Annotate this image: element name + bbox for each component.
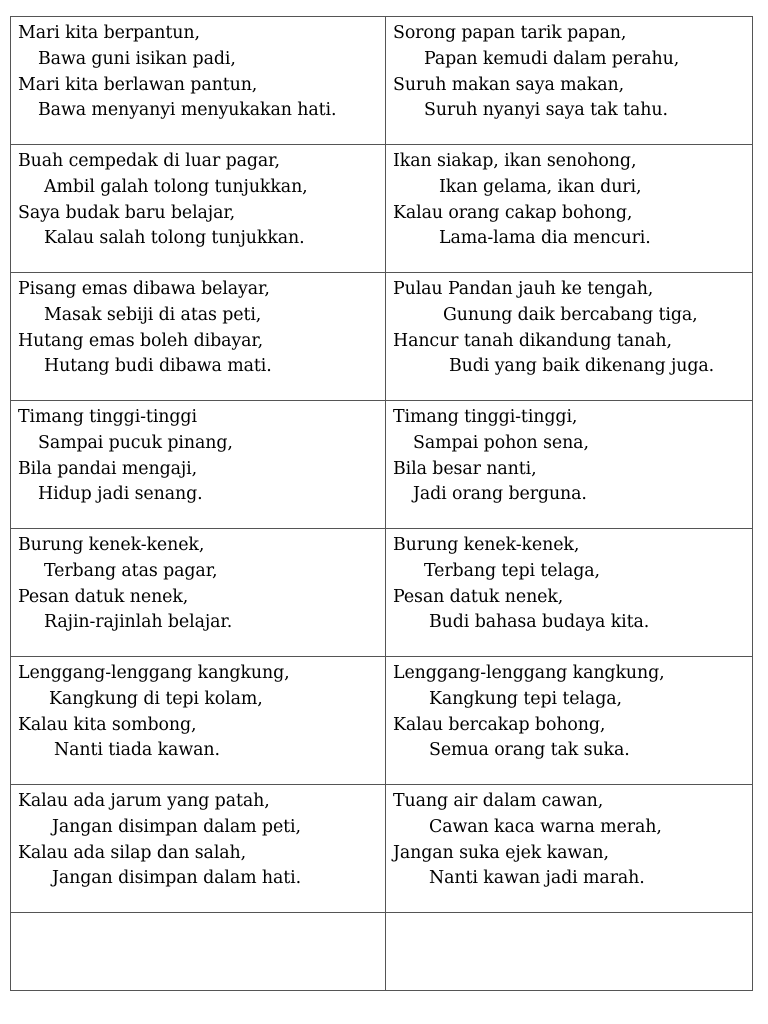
verse-line: Nanti tiada kawan. — [54, 740, 220, 761]
verse-line: Bila besar nanti, — [393, 458, 537, 479]
table-row — [11, 17, 753, 145]
verse-line: Kalau salah tolong tunjukkan. — [44, 228, 305, 249]
verse-line: Pesan datuk nenek, — [18, 586, 189, 607]
pantun-cell — [386, 529, 753, 657]
verse-line: Rajin-rajinlah belajar. — [44, 612, 233, 633]
verse-line: Kalau bercakap bohong, — [393, 714, 606, 735]
verse-line: Ambil galah tolong tunjukkan, — [44, 176, 308, 197]
verse-line: Mari kita berlawan pantun, — [18, 74, 258, 95]
table-row-empty — [11, 913, 753, 991]
pantun-verse — [386, 657, 752, 764]
verse-line: Terbang tepi telaga, — [424, 560, 600, 581]
table-row — [11, 657, 753, 785]
pantun-cell — [11, 657, 386, 785]
verse-line: Pulau Pandan jauh ke tengah, — [393, 279, 654, 299]
table-row — [11, 529, 753, 657]
table-row — [11, 145, 753, 273]
table-row — [11, 401, 753, 529]
pantun-verse — [11, 529, 385, 636]
pantun-cell — [11, 145, 386, 273]
verse-line: Kangkung di tepi kolam, — [49, 688, 263, 709]
pantun-verse — [11, 657, 385, 764]
verse-line: Jangan suka ejek kawan, — [393, 842, 609, 863]
verse-line: Bawa guni isikan padi, — [38, 48, 236, 69]
pantun-verse — [386, 529, 752, 636]
pantun-verse — [386, 785, 752, 892]
verse-line: Papan kemudi dalam perahu, — [424, 48, 680, 69]
verse-line: Hancur tanah dikandung tanah, — [393, 330, 672, 351]
pantun-cell — [386, 657, 753, 785]
verse-line: Bawa menyanyi menyukakan hati. — [38, 100, 337, 121]
verse-line: Jangan disimpan dalam peti, — [52, 816, 301, 837]
pantun-cell — [11, 17, 386, 145]
verse-line: Bila pandai mengaji, — [18, 458, 198, 479]
verse-line: Suruh makan saya makan, — [393, 74, 625, 95]
verse-line: Saya budak baru belajar, — [18, 202, 236, 223]
pantun-verse — [11, 785, 385, 892]
verse-line: Jangan disimpan dalam hati. — [52, 868, 302, 889]
pantun-cell — [11, 401, 386, 529]
empty-cell — [11, 913, 386, 991]
verse-line: Lama-lama dia mencuri. — [439, 228, 651, 249]
pantun-verse — [386, 145, 752, 252]
verse-line: Terbang atas pagar, — [44, 560, 218, 581]
verse-line: Lenggang-lenggang kangkung, — [393, 663, 665, 683]
verse-line: Sampai pucuk pinang, — [38, 432, 233, 453]
table-row — [11, 273, 753, 401]
verse-line: Timang tinggi-tinggi, — [393, 407, 578, 427]
verse-line: Hutang emas boleh dibayar, — [18, 330, 264, 351]
verse-line: Semua orang tak suka. — [429, 740, 630, 761]
verse-line: Pisang emas dibawa belayar, — [18, 279, 270, 299]
verse-line: Ikan gelama, ikan duri, — [439, 176, 642, 197]
verse-line: Hidup jadi senang. — [38, 484, 203, 505]
pantun-cell — [386, 273, 753, 401]
pantun-cell — [386, 401, 753, 529]
verse-line: Lenggang-lenggang kangkung, — [18, 663, 290, 683]
verse-line: Budi bahasa budaya kita. — [429, 612, 650, 633]
verse-line: Kalau ada jarum yang patah, — [18, 791, 270, 811]
verse-line: Sampai pohon sena, — [413, 432, 589, 453]
verse-line: Nanti kawan jadi marah. — [429, 868, 645, 889]
pantun-cell — [11, 529, 386, 657]
verse-line: Timang tinggi-tinggi — [18, 407, 197, 427]
verse-line: Tuang air dalam cawan, — [393, 791, 604, 811]
pantun-verse — [11, 145, 385, 252]
verse-line: Suruh nyanyi saya tak tahu. — [424, 100, 668, 121]
verse-line: Burung kenek-kenek, — [393, 535, 580, 555]
verse-line: Kalau kita sombong, — [18, 714, 197, 735]
verse-line: Burung kenek-kenek, — [18, 535, 205, 555]
pantun-cell — [11, 785, 386, 913]
pantun-verse — [11, 17, 385, 124]
verse-line: Masak sebiji di atas peti, — [44, 304, 262, 325]
pantun-verse — [386, 401, 752, 508]
verse-line: Cawan kaca warna merah, — [429, 816, 662, 837]
verse-line: Pesan datuk nenek, — [393, 586, 564, 607]
verse-line: Kalau orang cakap bohong, — [393, 202, 633, 223]
verse-line: Buah cempedak di luar pagar, — [18, 151, 280, 171]
pantun-verse — [11, 273, 385, 380]
pantun-cell — [11, 273, 386, 401]
verse-line: Ikan siakap, ikan senohong, — [393, 151, 637, 171]
verse-line: Kangkung tepi telaga, — [429, 688, 622, 709]
pantun-verse — [386, 273, 752, 380]
empty-cell — [386, 913, 753, 991]
verse-line: Kalau ada silap dan salah, — [18, 842, 247, 863]
pantun-cell — [386, 17, 753, 145]
verse-line: Mari kita berpantun, — [18, 23, 200, 43]
pantun-verse — [386, 17, 752, 124]
verse-line: Budi yang baik dikenang juga. — [449, 356, 715, 377]
verse-line: Jadi orang berguna. — [413, 484, 587, 505]
verse-line: Hutang budi dibawa mati. — [44, 356, 272, 377]
pantun-cell — [386, 785, 753, 913]
pantun-table — [10, 16, 753, 991]
pantun-cell — [386, 145, 753, 273]
pantun-verse — [11, 401, 385, 508]
verse-line: Gunung daik bercabang tiga, — [443, 304, 698, 325]
table-row — [11, 785, 753, 913]
verse-line: Sorong papan tarik papan, — [393, 23, 627, 43]
